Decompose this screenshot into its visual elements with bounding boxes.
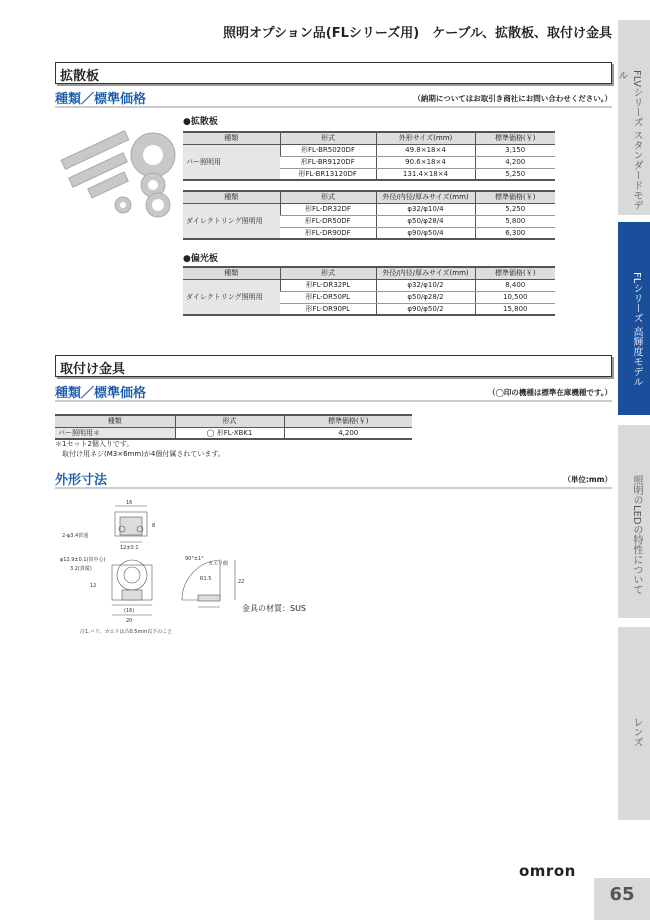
dim-label: R1.5 <box>200 576 212 582</box>
model-cell: 形FL-DR90PL <box>280 303 376 315</box>
diffuser-ring-table <box>183 190 555 240</box>
subheading-title: 種類／標準価格 <box>55 92 147 107</box>
subheading-title: 種類／標準価格 <box>55 386 147 401</box>
model-cell: ◯ 形FL-XBK1 <box>175 427 284 439</box>
dimension-drawing <box>60 495 320 640</box>
price-cell: 6,300 <box>475 227 555 239</box>
col-header: 種類 <box>183 132 280 144</box>
subheading-note: （納期についてはお取引き商社にお問い合わせください。） <box>413 94 612 103</box>
diffuser-heading: ●拡散板 <box>183 117 218 127</box>
page-number: 65 <box>594 878 650 920</box>
size-cell: 131.4×18×4 <box>376 168 475 180</box>
dim-label: カエリ側 <box>208 561 229 567</box>
model-cell: 形FL-DR32DF <box>280 203 376 215</box>
kind-cell: バー照明用 <box>183 144 280 180</box>
model-cell: 形FL-DR50PL <box>280 291 376 303</box>
dim-label: 8 <box>152 523 156 529</box>
diffuser-bar-table <box>183 131 555 181</box>
col-header: 形式 <box>280 132 376 144</box>
col-header: 外径/内径/厚みサイズ(mm) <box>376 191 475 203</box>
col-header: 標準価格(￥) <box>475 191 555 203</box>
kind-cell: ダイレクトリング照明用 <box>183 203 280 239</box>
dim-label: φ12.9±0.1(貫中心) <box>60 557 106 563</box>
size-cell: φ50/φ28/2 <box>376 291 475 303</box>
subheading-title: 外形寸法 <box>55 473 108 488</box>
price-cell: 3,150 <box>475 144 555 156</box>
table-row <box>183 203 555 215</box>
section-box-bracket: 取付け金具 <box>55 355 612 377</box>
subheading-dimensions <box>55 471 612 489</box>
polarizer-table <box>183 266 555 316</box>
price-cell: 5,250 <box>475 203 555 215</box>
subheading-bracket <box>55 384 612 402</box>
model-cell: 形FL-BR13120DF <box>280 168 376 180</box>
col-header: 形式 <box>280 267 376 279</box>
dim-label: (16) <box>124 608 135 614</box>
price-cell: 5,800 <box>475 215 555 227</box>
price-cell: 10,500 <box>475 291 555 303</box>
model-cell: 形FL-DR50DF <box>280 215 376 227</box>
table-row <box>55 427 412 439</box>
model-cell: 形FL-BR5020DF <box>280 144 376 156</box>
model-cell: 形FL-BR9120DF <box>280 156 376 168</box>
size-cell: φ50/φ28/4 <box>376 215 475 227</box>
col-header: 形式 <box>175 415 284 427</box>
model-cell: 形FL-DR32PL <box>280 279 376 291</box>
side-tab-led-characteristics[interactable]: 照明のLEDの特性について <box>618 425 650 618</box>
table-row <box>183 279 555 291</box>
model-cell: 形FL-DR90DF <box>280 227 376 239</box>
omron-logo: omron <box>519 862 576 880</box>
material-label: 金具の材質：SUS <box>242 604 307 613</box>
price-cell: 4,200 <box>284 427 412 439</box>
dim-label: 16 <box>126 500 133 506</box>
dim-label: 12±0.1 <box>120 545 139 551</box>
subheading-diffuser <box>55 90 612 108</box>
size-cell: φ32/φ10/4 <box>376 203 475 215</box>
col-header: 標準価格(￥) <box>284 415 412 427</box>
size-cell: φ90/φ50/2 <box>376 303 475 315</box>
col-header: 標準価格(￥) <box>475 267 555 279</box>
size-cell: 90.6×18×4 <box>376 156 475 168</box>
col-header: 形式 <box>280 191 376 203</box>
footnote: ＊1セット2個入りです。 <box>55 440 134 448</box>
dim-label: 12 <box>90 583 97 589</box>
dim-label: 22 <box>238 579 245 585</box>
kind-cell: ダイレクトリング照明用 <box>183 279 280 315</box>
side-tab-flv-standard[interactable]: FLVシリーズ スタンダードモデル <box>618 20 650 215</box>
dim-label: 3.2(貫縦) <box>70 566 92 572</box>
side-tab-fl-high-brightness[interactable]: FLシリーズ 高輝度モデル <box>618 222 650 415</box>
price-cell: 15,800 <box>475 303 555 315</box>
price-cell: 8,400 <box>475 279 555 291</box>
subheading-note: （◯印の機種は標準在庫機種です。） <box>487 388 612 397</box>
size-cell: 49.8×18×4 <box>376 144 475 156</box>
bracket-table <box>55 414 412 440</box>
dim-label: 2-φ3.4貫通 <box>62 533 89 539</box>
footnote: 取付け用ネジ(M3×6mm)が4個付属されています。 <box>55 450 225 458</box>
col-header: 標準価格(￥) <box>475 132 555 144</box>
col-header: 種類 <box>55 415 175 427</box>
col-header: 種類 <box>183 191 280 203</box>
col-header: 外径/内径/厚みサイズ(mm) <box>376 267 475 279</box>
kind-cell: バー照明用＊ <box>55 427 175 439</box>
size-cell: φ32/φ10/2 <box>376 279 475 291</box>
dim-label: 20 <box>126 618 133 624</box>
drawing-note: 注1.バリ、カエリは凸0.5mm以下のこと <box>80 629 173 635</box>
side-tab-lens[interactable]: レンズ <box>618 627 650 820</box>
price-cell: 5,250 <box>475 168 555 180</box>
table-row <box>183 144 555 156</box>
price-cell: 4,200 <box>475 156 555 168</box>
subheading-note: （単位:mm） <box>563 475 612 484</box>
page-header-title: 照明オプション品(FLシリーズ用) ケーブル、拡散板、取付け金具 <box>222 26 612 41</box>
col-header: 外形サイズ(mm) <box>376 132 475 144</box>
polarizer-heading: ●偏光板 <box>183 254 218 264</box>
dim-label: 90°±1° <box>185 556 204 562</box>
section-box-diffuser: 拡散板 <box>55 62 612 84</box>
col-header: 種類 <box>183 267 280 279</box>
size-cell: φ90/φ50/4 <box>376 227 475 239</box>
product-photo <box>58 125 178 220</box>
